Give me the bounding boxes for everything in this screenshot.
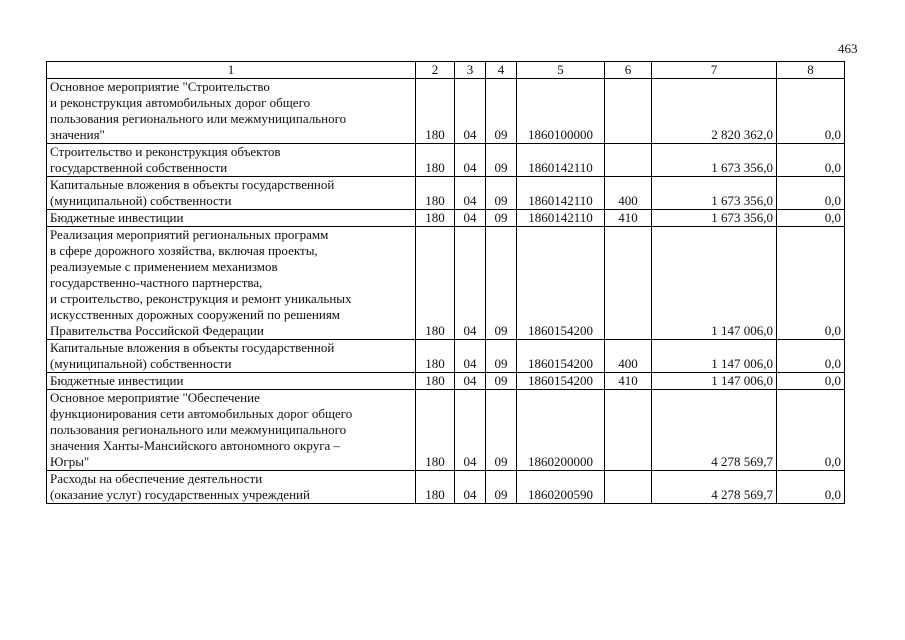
expense-name-cell: Бюджетные инвестиции (47, 210, 416, 227)
page-number: 463 (838, 41, 858, 56)
table-row (47, 79, 845, 144)
subsection-code-cell: 09 (486, 79, 517, 144)
target-article-cell: 1860200590 (517, 471, 605, 504)
expense-name-cell: Капитальные вложения в объекты государственной (муниципальной) собственности (47, 340, 416, 373)
expense-type-cell: 410 (605, 210, 652, 227)
header-cell: 2 (416, 62, 455, 79)
ministry-code-cell: 180 (416, 210, 455, 227)
amount-federal-cell: 0,0 (777, 177, 845, 210)
ministry-code-cell: 180 (416, 79, 455, 144)
expense-type-cell: 400 (605, 340, 652, 373)
target-article-cell: 1860154200 (517, 227, 605, 340)
target-article-cell: 1860142110 (517, 210, 605, 227)
target-article-cell: 1860142110 (517, 144, 605, 177)
subsection-code-cell: 09 (486, 340, 517, 373)
expense-type-cell: 410 (605, 373, 652, 390)
expense-type-cell (605, 227, 652, 340)
amount-federal-cell: 0,0 (777, 210, 845, 227)
table-row (47, 471, 845, 504)
table-row (47, 340, 845, 373)
table-row (47, 177, 845, 210)
amount-federal-cell: 0,0 (777, 390, 845, 471)
header-cell: 7 (652, 62, 777, 79)
section-code-cell: 04 (455, 227, 486, 340)
amount-federal-cell: 0,0 (777, 373, 845, 390)
header-row (47, 62, 845, 79)
expense-name-cell: Бюджетные инвестиции (47, 373, 416, 390)
header-cell: 8 (777, 62, 845, 79)
table-row (47, 210, 845, 227)
ministry-code-cell: 180 (416, 177, 455, 210)
section-code-cell: 04 (455, 210, 486, 227)
section-code-cell: 04 (455, 79, 486, 144)
amount-cell: 1 147 006,0 (652, 340, 777, 373)
amount-federal-cell: 0,0 (777, 79, 845, 144)
header-cell: 5 (517, 62, 605, 79)
amount-federal-cell: 0,0 (777, 471, 845, 504)
ministry-code-cell: 180 (416, 373, 455, 390)
section-code-cell: 04 (455, 471, 486, 504)
amount-cell: 1 673 356,0 (652, 144, 777, 177)
section-code-cell: 04 (455, 340, 486, 373)
ministry-code-cell: 180 (416, 340, 455, 373)
expense-name-cell: Основное мероприятие "Обеспечение функционирования сети автомобильных дорог общего пользования регионального или межмуниципального значения Ханты-Мансийского автономного округа – Югры" (47, 390, 416, 471)
amount-federal-cell: 0,0 (777, 227, 845, 340)
expense-type-cell: 400 (605, 177, 652, 210)
budget-table (46, 61, 845, 504)
expense-name-cell: Расходы на обеспечение деятельности (оказание услуг) государственных учреждений (47, 471, 416, 504)
ministry-code-cell: 180 (416, 227, 455, 340)
table-row (47, 144, 845, 177)
section-code-cell: 04 (455, 373, 486, 390)
target-article-cell: 1860154200 (517, 373, 605, 390)
table-row (47, 390, 845, 471)
section-code-cell: 04 (455, 390, 486, 471)
expense-name-cell: Строительство и реконструкция объектов государственной собственности (47, 144, 416, 177)
subsection-code-cell: 09 (486, 390, 517, 471)
ministry-code-cell: 180 (416, 471, 455, 504)
target-article-cell: 1860154200 (517, 340, 605, 373)
subsection-code-cell: 09 (486, 210, 517, 227)
header-cell: 6 (605, 62, 652, 79)
table-row (47, 373, 845, 390)
expense-type-cell (605, 144, 652, 177)
ministry-code-cell: 180 (416, 144, 455, 177)
amount-cell: 1 673 356,0 (652, 210, 777, 227)
header-cell: 3 (455, 62, 486, 79)
expense-type-cell (605, 79, 652, 144)
ministry-code-cell: 180 (416, 390, 455, 471)
subsection-code-cell: 09 (486, 373, 517, 390)
subsection-code-cell: 09 (486, 144, 517, 177)
amount-cell: 4 278 569,7 (652, 390, 777, 471)
target-article-cell: 1860142110 (517, 177, 605, 210)
subsection-code-cell: 09 (486, 177, 517, 210)
expense-type-cell (605, 390, 652, 471)
amount-federal-cell: 0,0 (777, 340, 845, 373)
section-code-cell: 04 (455, 144, 486, 177)
subsection-code-cell: 09 (486, 471, 517, 504)
header-cell: 4 (486, 62, 517, 79)
section-code-cell: 04 (455, 177, 486, 210)
expense-name-cell: Реализация мероприятий региональных программ в сфере дорожного хозяйства, включая проекты, реализуемые с применением механизмов государственно-частного партнерства, и строительство, реконструкция и ремонт уникальных искусственных дорожных сооружений по решениям Правительства Российской Федерации (47, 227, 416, 340)
expense-name-cell: Основное мероприятие "Строительство и реконструкция автомобильных дорог общего пользования регионального или межмуниципального значения" (47, 79, 416, 144)
target-article-cell: 1860100000 (517, 79, 605, 144)
table-body (47, 79, 845, 504)
amount-federal-cell: 0,0 (777, 144, 845, 177)
target-article-cell: 1860200000 (517, 390, 605, 471)
amount-cell: 4 278 569,7 (652, 471, 777, 504)
expense-name-cell: Капитальные вложения в объекты государственной (муниципальной) собственности (47, 177, 416, 210)
expense-type-cell (605, 471, 652, 504)
table-row (47, 227, 845, 340)
subsection-code-cell: 09 (486, 227, 517, 340)
amount-cell: 2 820 362,0 (652, 79, 777, 144)
amount-cell: 1 147 006,0 (652, 227, 777, 340)
amount-cell: 1 673 356,0 (652, 177, 777, 210)
header-cell: 1 (47, 62, 416, 79)
amount-cell: 1 147 006,0 (652, 373, 777, 390)
